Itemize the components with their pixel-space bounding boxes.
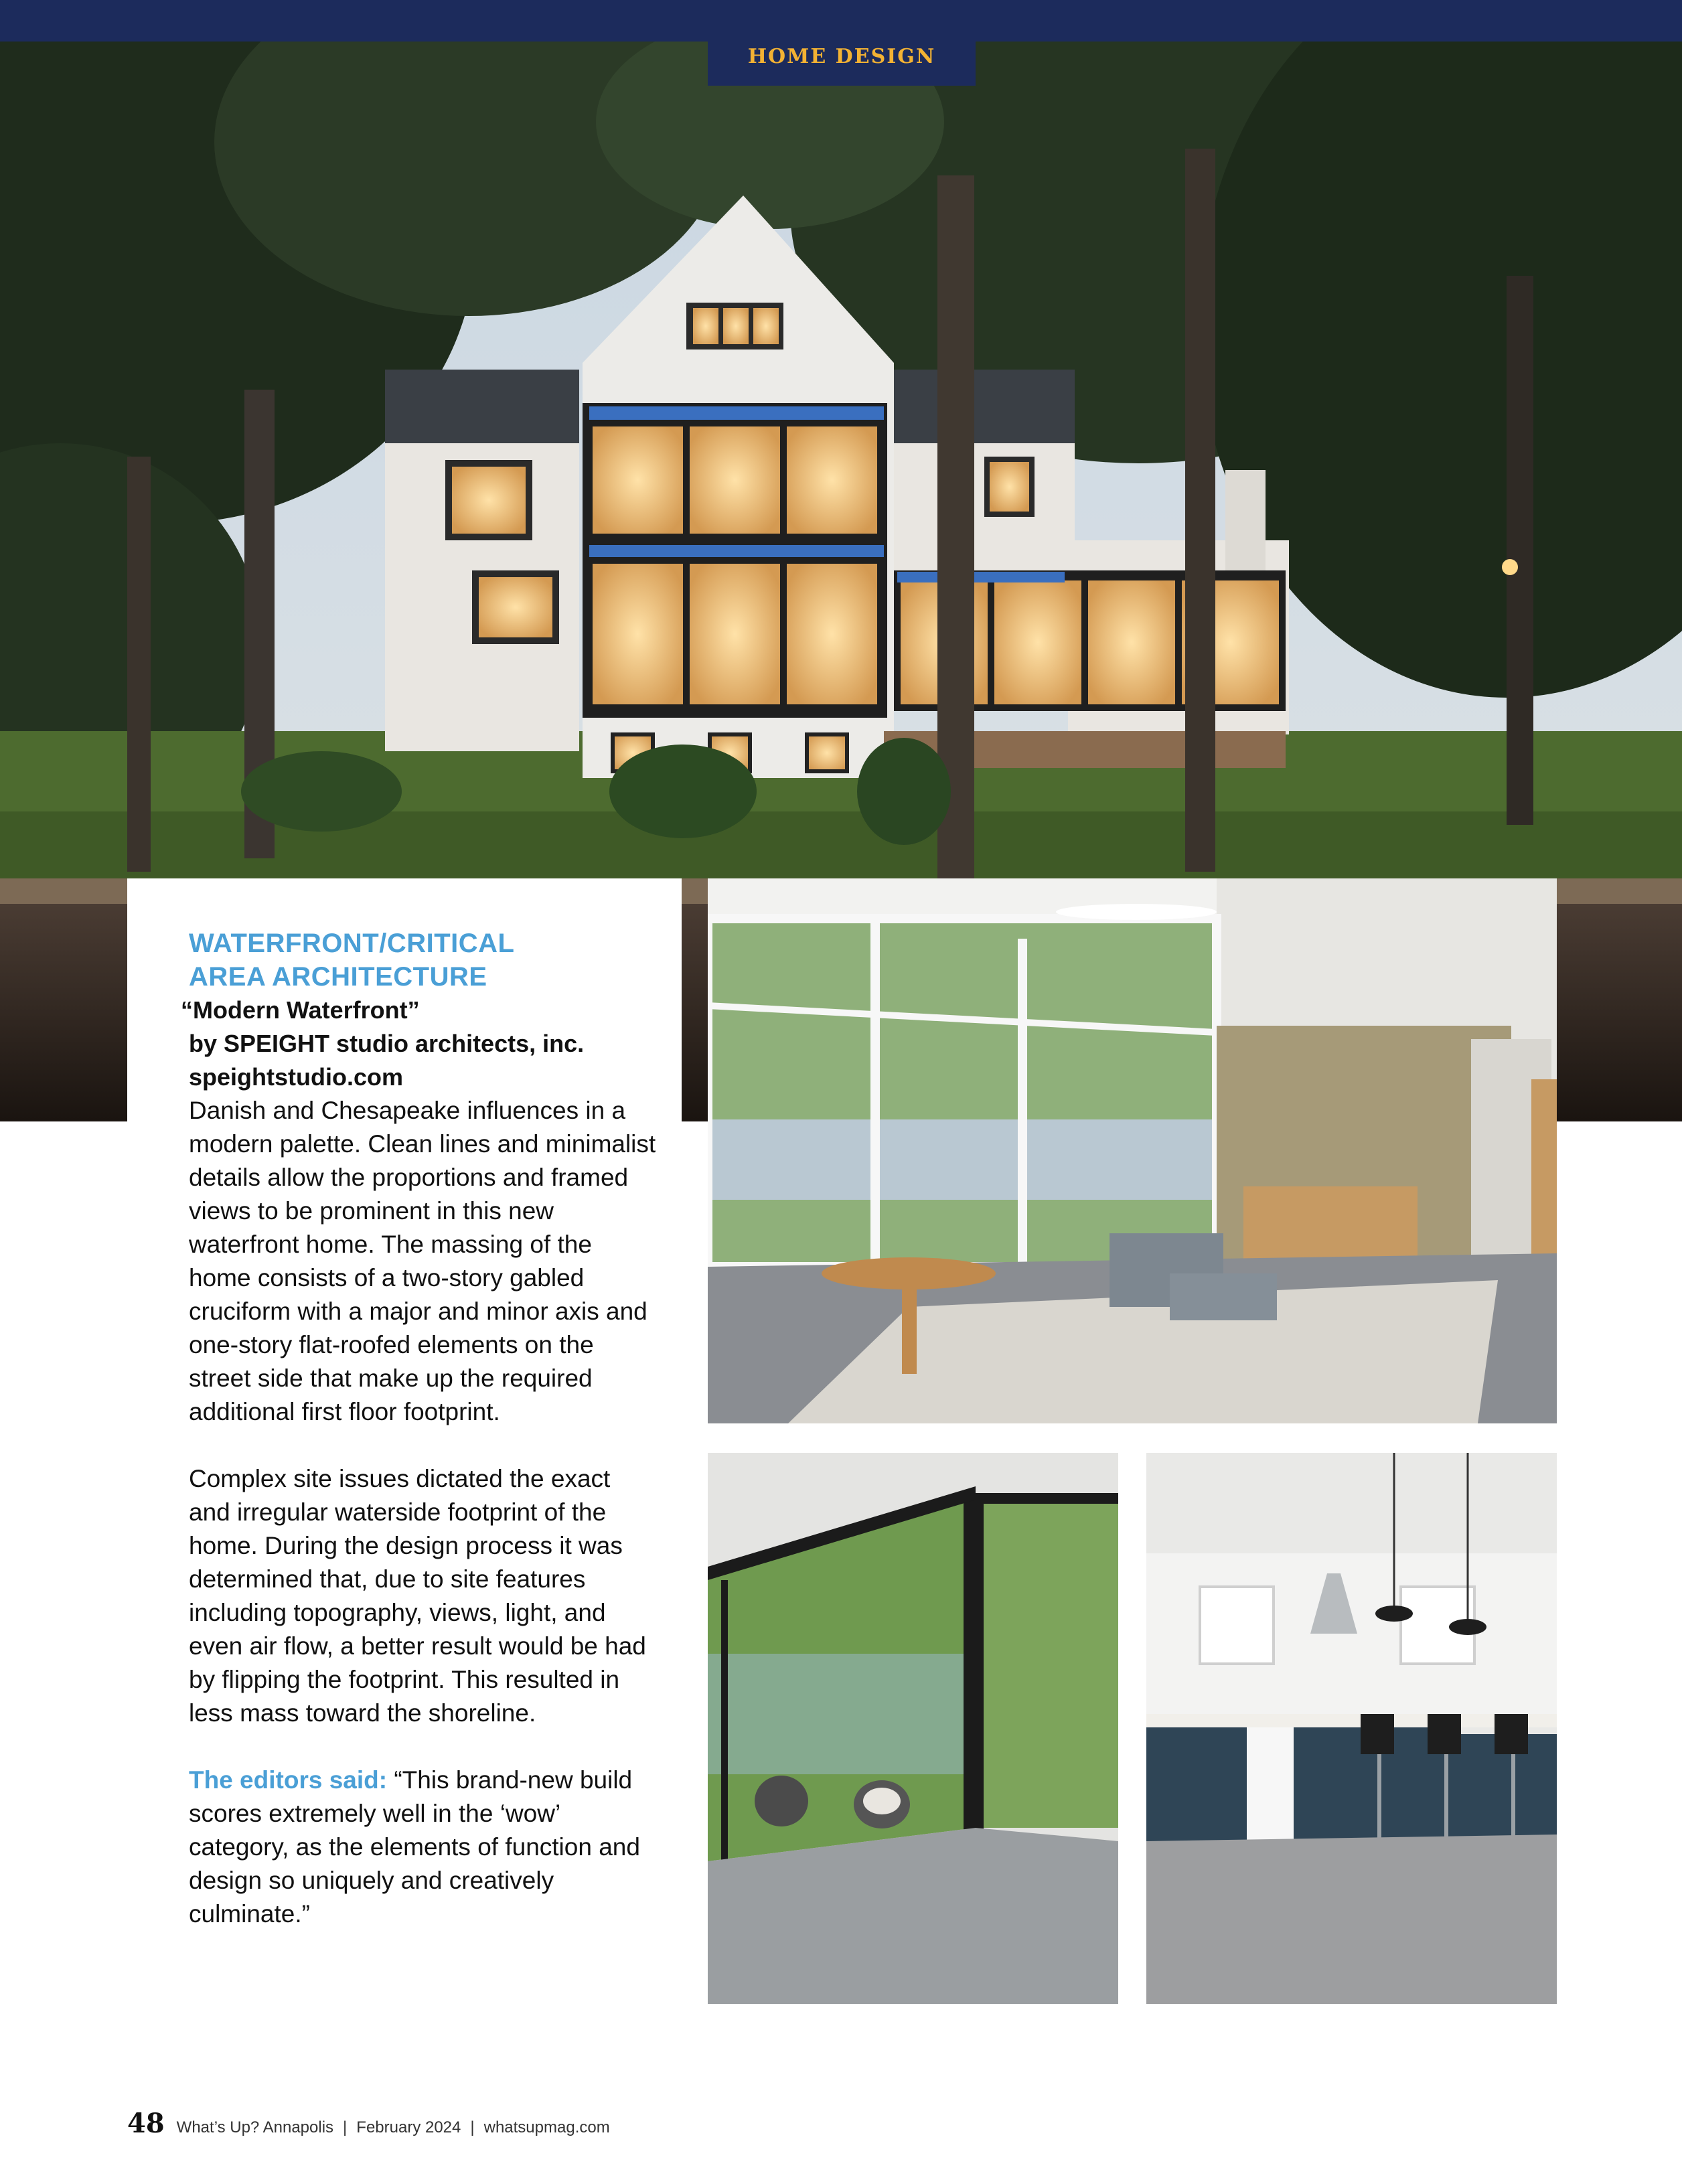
editors-quote: “This brand-new build scores extremely well in the ‘wow’ category, as the elements of function and design so uniquely and creatively culminate.” [189, 1766, 640, 1928]
project-title: “Modern Waterfront” [181, 996, 420, 1024]
section-label: HOME DESIGN [747, 44, 936, 68]
issue-date: February 2024 [356, 2118, 461, 2136]
article-body [189, 1094, 658, 1931]
page-number: 48 [127, 2108, 165, 2139]
section-tab [708, 27, 976, 86]
photo-sliding-doors-patio [708, 1453, 1118, 2004]
article-panel [127, 878, 682, 2017]
photo-living-room [708, 878, 1557, 1423]
footer-website: whatsupmag.com [483, 2118, 610, 2136]
editors-label: The editors said: [189, 1766, 388, 1794]
publication-name: What’s Up? Annapolis [176, 2118, 334, 2136]
byline: by SPEIGHT studio architects, inc. [189, 1030, 585, 1057]
photo-kitchen [1146, 1453, 1557, 2004]
article-text [181, 927, 658, 1964]
paragraph-1: Danish and Chesapeake influences in a modern palette. Clean lines and minimalist details allow the proportions and framed views to be prominent in this new waterfront home. The massing of the home consists of a two-story gabled cruciform with a major and minor axis and one-story flat-roofed elements on the street side that make up the required additional first floor footprint. [189, 1097, 656, 1425]
architect-website: speightstudio.com [189, 1063, 404, 1091]
page-footer [127, 2108, 610, 2140]
editors-paragraph [189, 1764, 658, 1931]
footer-separator: | [470, 2118, 475, 2136]
category-heading-line1: WATERFRONT/CRITICAL [189, 929, 515, 958]
paragraph-2: Complex site issues dictated the exact and irregular waterside footprint of the home. During the design process it was determined that, due to site features including topography, views, light, and even air flow, a better result would be had by flipping the footprint. This resulted in less mass toward the shoreline. [189, 1465, 646, 1727]
footer-separator: | [343, 2118, 348, 2136]
category-heading-line2: AREA ARCHITECTURE [189, 962, 487, 992]
